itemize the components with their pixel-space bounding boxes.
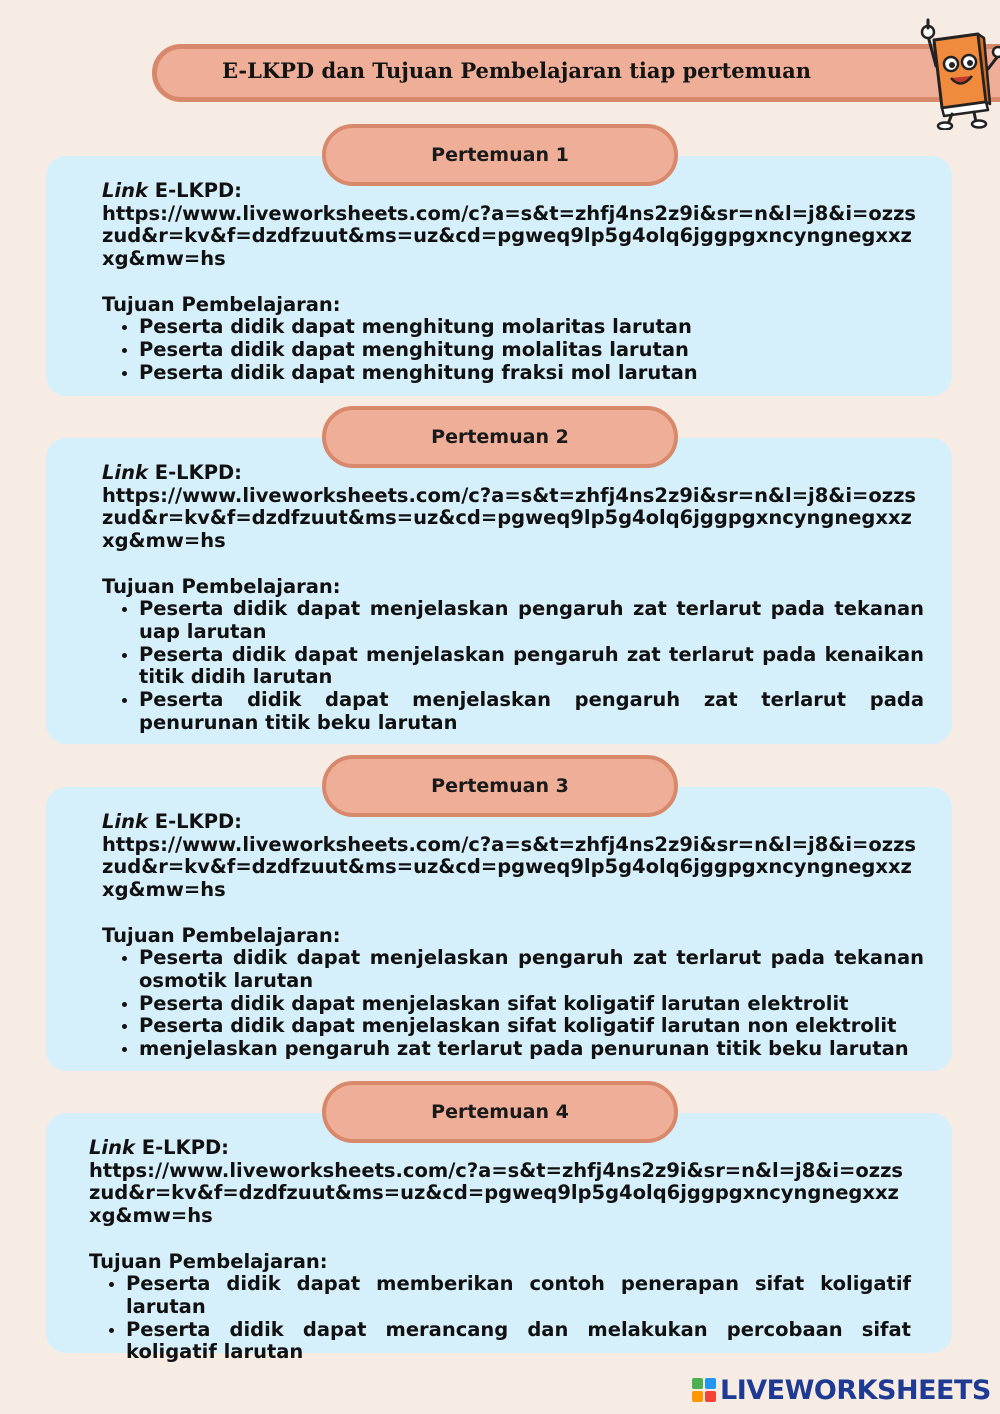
- link-label: Link E-LKPD:: [89, 1136, 229, 1159]
- objectives-list: [89, 1273, 911, 1364]
- objective-item: • Peserta didik dapat menghitung molalitas larutan: [139, 339, 924, 362]
- meeting-content-3: [102, 811, 924, 1061]
- meeting-content-2: [102, 462, 924, 734]
- objective-item: • Peserta didik dapat menjelaskan pengaruh zat terlarut pada tekanan osmotik larutan: [139, 947, 924, 992]
- logo-mark-icon: [692, 1378, 716, 1402]
- meeting-content-1: [102, 180, 924, 384]
- logo-text: LIVEWORKSHEETS: [720, 1374, 991, 1406]
- page-title: E-LKPD dan Tujuan Pembelajaran tiap pertemuan: [222, 58, 812, 83]
- objective-item: • menjelaskan pengaruh zat terlarut pada penurunan titik beku larutan: [139, 1038, 924, 1061]
- link-label: Link E-LKPD:: [102, 179, 242, 202]
- link-label: Link E-LKPD:: [102, 810, 242, 833]
- objectives-label: Tujuan Pembelajaran:: [102, 292, 341, 316]
- objective-item: • Peserta didik dapat menjelaskan pengaruh zat terlarut pada tekanan uap larutan: [139, 598, 924, 643]
- objectives-list: [102, 316, 924, 384]
- elkpd-link[interactable]: https://www.liveworksheets.com/c?a=s&t=zhfj4ns2z9i&sr=n&l=j8&i=ozzszud&r=kv&f=dzdfzuut&ms=uz&cd=pgweq9lp5g4olq6jggpgxncyngnegxxzxg&mw=hs: [102, 832, 917, 902]
- book-mascot-icon: [918, 14, 1000, 130]
- liveworksheets-logo: [692, 1374, 991, 1406]
- objective-item: • Peserta didik dapat merancang dan melakukan percobaan sifat koligatif larutan: [126, 1319, 911, 1364]
- meeting-title-3: Pertemuan 3: [322, 755, 678, 817]
- link-label: Link E-LKPD:: [102, 461, 242, 484]
- objective-item: • Peserta didik dapat menjelaskan pengaruh zat terlarut pada penurunan titik beku larutan: [139, 689, 924, 734]
- elkpd-link[interactable]: https://www.liveworksheets.com/c?a=s&t=zhfj4ns2z9i&sr=n&l=j8&i=ozzszud&r=kv&f=dzdfzuut&ms=uz&cd=pgweq9lp5g4olq6jggpgxncyngnegxxzxg&mw=hs: [102, 483, 917, 553]
- objective-item: • Peserta didik dapat menghitung fraksi mol larutan: [139, 362, 924, 385]
- objective-item: • Peserta didik dapat menghitung molaritas larutan: [139, 316, 924, 339]
- objective-item: • Peserta didik dapat menjelaskan pengaruh zat terlarut pada kenaikan titik didih larutan: [139, 644, 924, 689]
- objective-item: • Peserta didik dapat memberikan contoh penerapan sifat koligatif larutan: [126, 1273, 911, 1318]
- meeting-content-4: [89, 1137, 911, 1364]
- objective-item: • Peserta didik dapat menjelaskan sifat koligatif larutan non elektrolit: [139, 1015, 924, 1038]
- objectives-label: Tujuan Pembelajaran:: [89, 1249, 328, 1273]
- elkpd-link[interactable]: https://www.liveworksheets.com/c?a=s&t=zhfj4ns2z9i&sr=n&l=j8&i=ozzszud&r=kv&f=dzdfzuut&ms=uz&cd=pgweq9lp5g4olq6jggpgxncyngnegxxzxg&mw=hs: [102, 201, 917, 271]
- elkpd-link[interactable]: https://www.liveworksheets.com/c?a=s&t=zhfj4ns2z9i&sr=n&l=j8&i=ozzszud&r=kv&f=dzdfzuut&ms=uz&cd=pgweq9lp5g4olq6jggpgxncyngnegxxzxg&mw=hs: [89, 1158, 904, 1228]
- meeting-title-1: Pertemuan 1: [322, 124, 678, 186]
- objectives-list: [102, 947, 924, 1061]
- meeting-title-4: Pertemuan 4: [322, 1081, 678, 1143]
- objectives-list: [102, 598, 924, 734]
- meeting-title-2: Pertemuan 2: [322, 406, 678, 468]
- objectives-label: Tujuan Pembelajaran:: [102, 923, 341, 947]
- objective-item: • Peserta didik dapat menjelaskan sifat koligatif larutan elektrolit: [139, 993, 924, 1016]
- objectives-label: Tujuan Pembelajaran:: [102, 574, 341, 598]
